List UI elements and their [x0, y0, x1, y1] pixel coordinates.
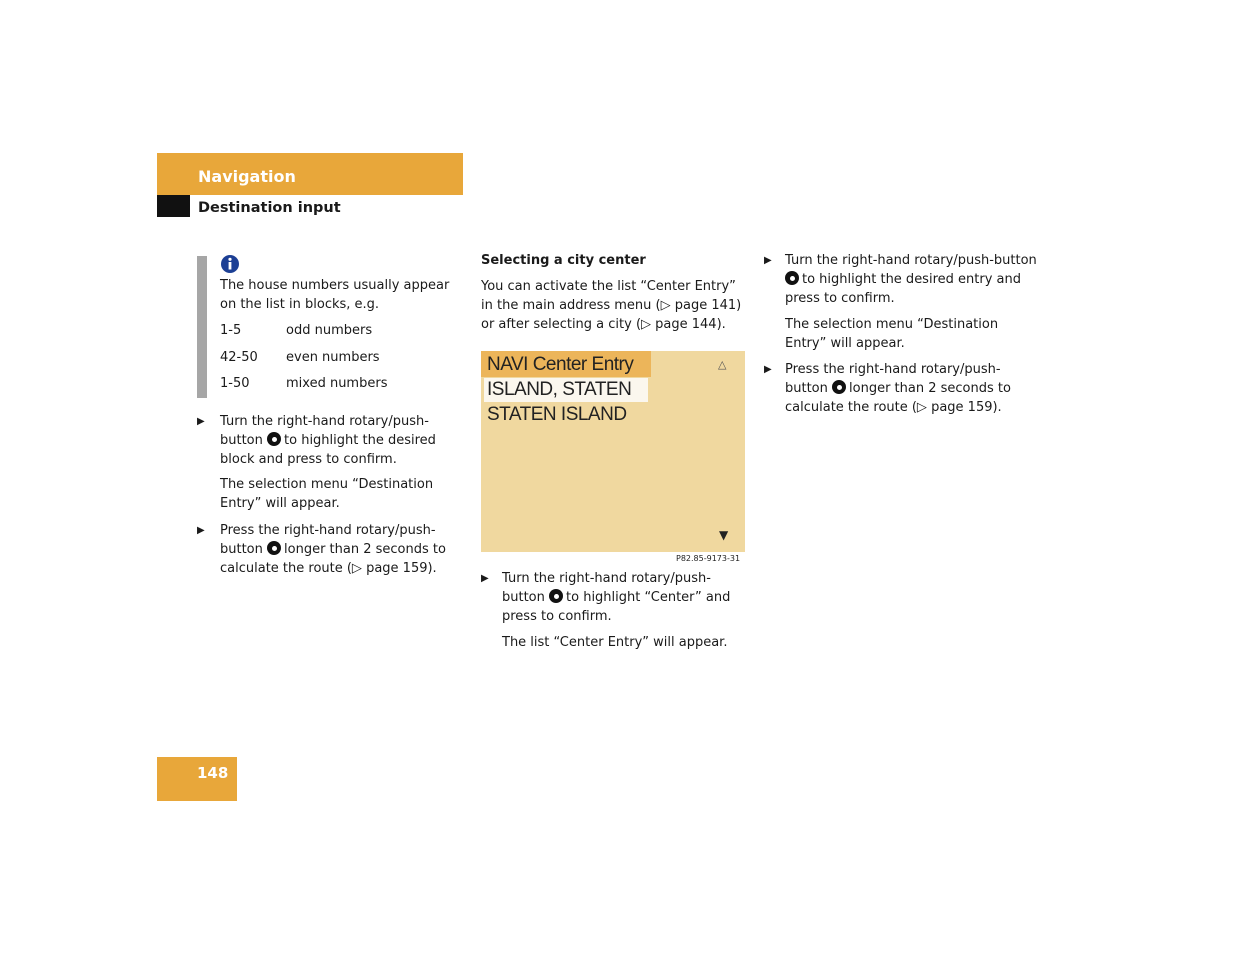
bullet-triangle-icon: ▶ [764, 255, 772, 266]
screen-list-item: ISLAND, STATEN [487, 379, 632, 400]
step-text: Turn the right-hand rotary/push-button to highlight the desired block and press to confirm. [220, 414, 436, 467]
info-icon [220, 254, 240, 274]
image-reference-code: P82.85-9173-31 [676, 554, 741, 563]
house-number-desc: mixed numbers [286, 376, 388, 391]
section-body-text: You can activate the list “Center Entry” in the main address menu (▷ page 141) or after selecting a city (▷ page 144). [481, 279, 742, 332]
step-text: Press the right-hand rotary/push-button longer than 2 seconds to calculate the route (▷ page 159). [220, 523, 446, 576]
subsection-title: Destination input [198, 200, 341, 216]
bullet-triangle-icon: ▶ [197, 525, 205, 536]
screen-list-item: STATEN ISLAND [487, 404, 627, 425]
heading-selecting-city-center: Selecting a city center [481, 253, 646, 268]
rotary-push-button-icon [549, 589, 563, 603]
house-number-desc: even numbers [286, 350, 380, 365]
rotary-push-button-icon [832, 380, 846, 394]
step-text: Turn the right-hand rotary/push-button to highlight the desired entry and press to confirm. [785, 253, 1037, 306]
bullet-triangle-icon: ▶ [764, 364, 772, 375]
house-number-range: 42-50 [220, 350, 258, 365]
right-note-1: The selection menu “Destination Entry” will appear. [785, 317, 999, 351]
scroll-up-icon: △ [718, 358, 727, 371]
navi-screen-image [481, 351, 745, 552]
bullet-triangle-icon: ▶ [197, 416, 205, 427]
house-number-row [220, 321, 460, 340]
bullet-triangle-icon: ▶ [481, 573, 489, 584]
house-number-row [220, 348, 460, 367]
house-number-range: 1-5 [220, 323, 242, 338]
house-number-range: 1-50 [220, 376, 250, 391]
scroll-down-icon: ▼ [719, 528, 729, 542]
rotary-push-button-icon [785, 271, 799, 285]
info-sidebar [197, 256, 207, 398]
subsection-marker [157, 195, 190, 217]
page-number: 148 [197, 764, 229, 782]
step-text: Press the right-hand rotary/push-button longer than 2 seconds to calculate the route (▷ page 159). [785, 362, 1011, 415]
rotary-push-button-icon [267, 541, 281, 555]
step-text: Turn the right-hand rotary/push-button to highlight “Center” and press to confirm. [502, 571, 731, 624]
middle-note-1: The list “Center Entry” will appear. [502, 635, 728, 650]
screen-header-text: NAVI Center Entry [487, 354, 634, 375]
house-number-desc: odd numbers [286, 323, 373, 338]
rotary-push-button-icon [267, 432, 281, 446]
section-title: Navigation [198, 167, 296, 186]
info-text: The house numbers usually appear on the list in blocks, e.g. [220, 278, 450, 312]
left-note-1: The selection menu “Destination Entry” will appear. [220, 477, 434, 511]
house-number-row [220, 374, 460, 393]
